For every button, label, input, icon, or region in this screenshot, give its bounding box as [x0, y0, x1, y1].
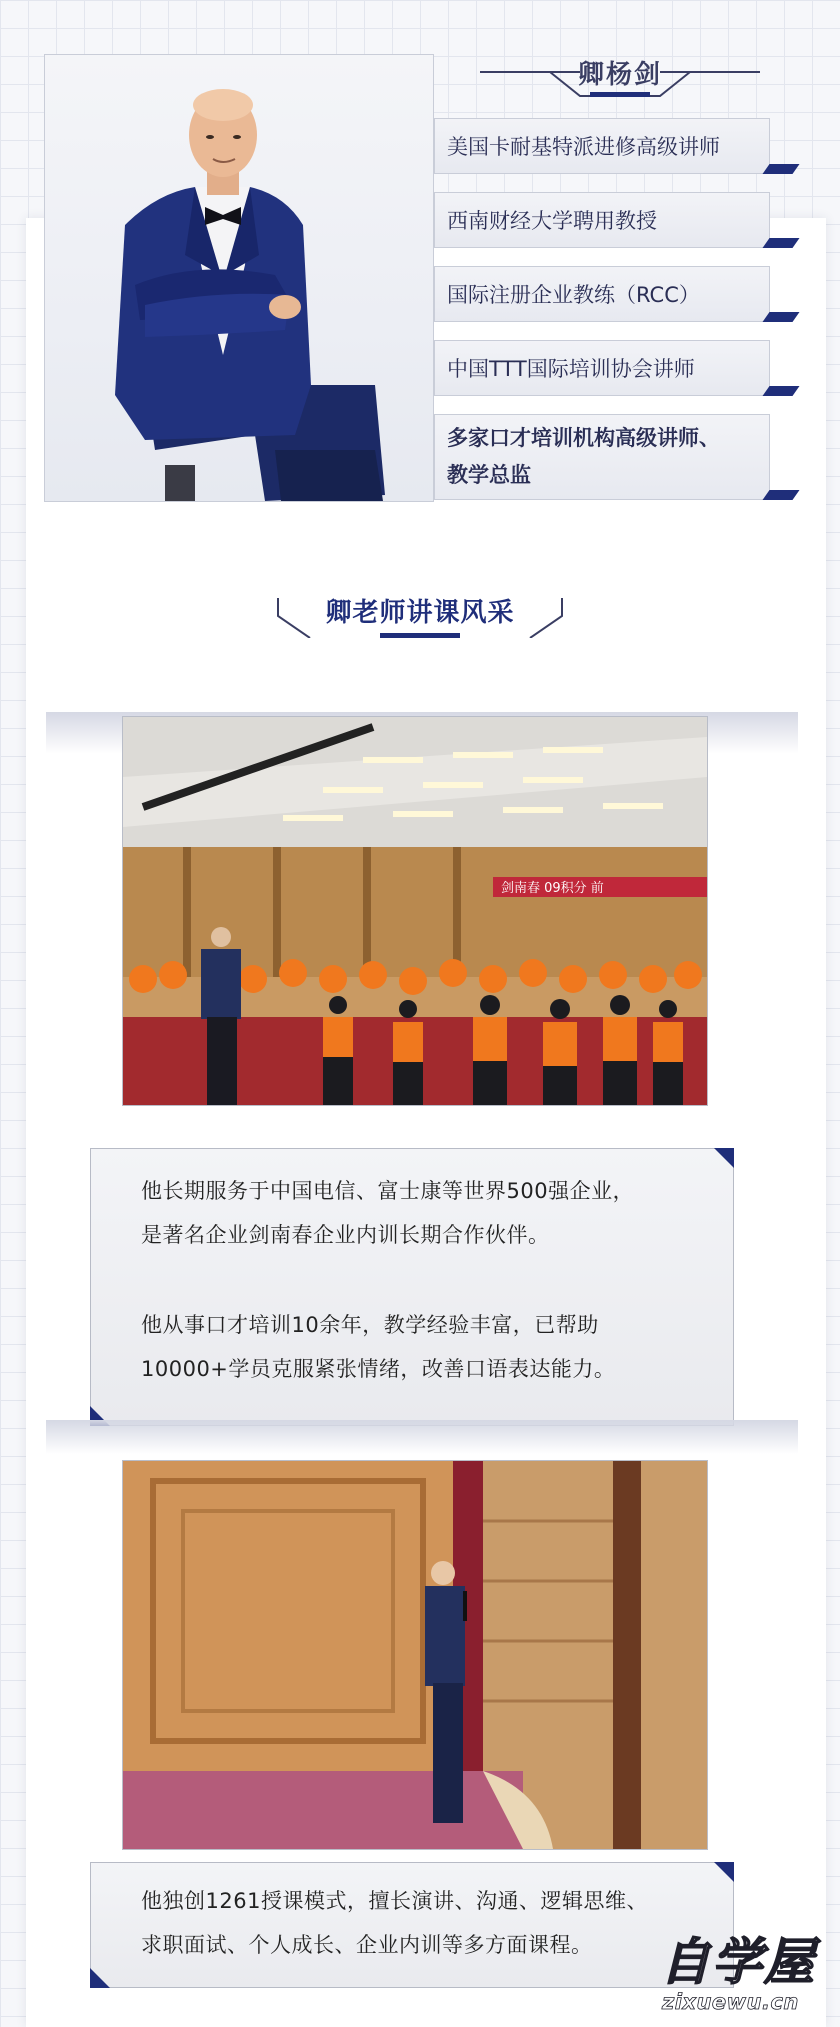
- teacher-name: 卿杨剑: [577, 60, 662, 90]
- watermark-url: zixuewu.cn: [662, 1990, 799, 2014]
- text-line: 他从事口才培训10余年，教学经验丰富，已帮助: [141, 1313, 599, 1337]
- watermark-logo-text: 自学屋: [660, 1933, 816, 1991]
- banner-text: 剑南春 09积分 前: [501, 881, 604, 896]
- section-heading: [276, 588, 564, 638]
- portrait-photo: [44, 54, 434, 502]
- text-line: 是著名企业剑南春企业内训长期合作伙伴。: [141, 1223, 550, 1247]
- text-line: 他长期服务于中国电信、富士康等世界500强企业，: [141, 1179, 635, 1203]
- site-watermark: [660, 1922, 840, 2027]
- courses-text-box: [90, 1862, 734, 1988]
- title-item: [434, 118, 770, 174]
- corner-accent: [90, 1968, 110, 1988]
- title-label: 西南财经大学聘用教授: [447, 209, 657, 233]
- title-item: [434, 266, 770, 322]
- section-underline: [380, 633, 460, 638]
- text-line: 他独创1261授课模式，擅长演讲、沟通、逻辑思维、: [141, 1889, 648, 1913]
- text-line: 10000+学员克服紧张情绪，改善口语表达能力。: [141, 1357, 616, 1381]
- box-shadow: [46, 1420, 798, 1454]
- title-label: 教学总监: [447, 463, 531, 487]
- corner-accent: [714, 1148, 734, 1168]
- corner-accent: [714, 1862, 734, 1882]
- intro-text-box: [90, 1148, 734, 1426]
- name-heading: [470, 52, 770, 102]
- title-label: 美国卡耐基特派进修高级讲师: [447, 135, 720, 159]
- title-item: [434, 340, 770, 396]
- title-label: 国际注册企业教练（RCC）: [447, 283, 700, 307]
- title-label: 中国TTT国际培训协会讲师: [447, 357, 695, 381]
- title-item: [434, 192, 770, 248]
- title-item: [434, 414, 770, 500]
- lecture-photo-1: [122, 716, 708, 1106]
- lecture-photo-2: [122, 1460, 708, 1850]
- title-tab-accent: [762, 164, 799, 174]
- text-line: 求职面试、个人成长、企业内训等多方面课程。: [141, 1933, 593, 1957]
- title-label: 多家口才培训机构高级讲师、: [447, 426, 720, 450]
- section-title: 卿老师讲课风采: [325, 598, 515, 628]
